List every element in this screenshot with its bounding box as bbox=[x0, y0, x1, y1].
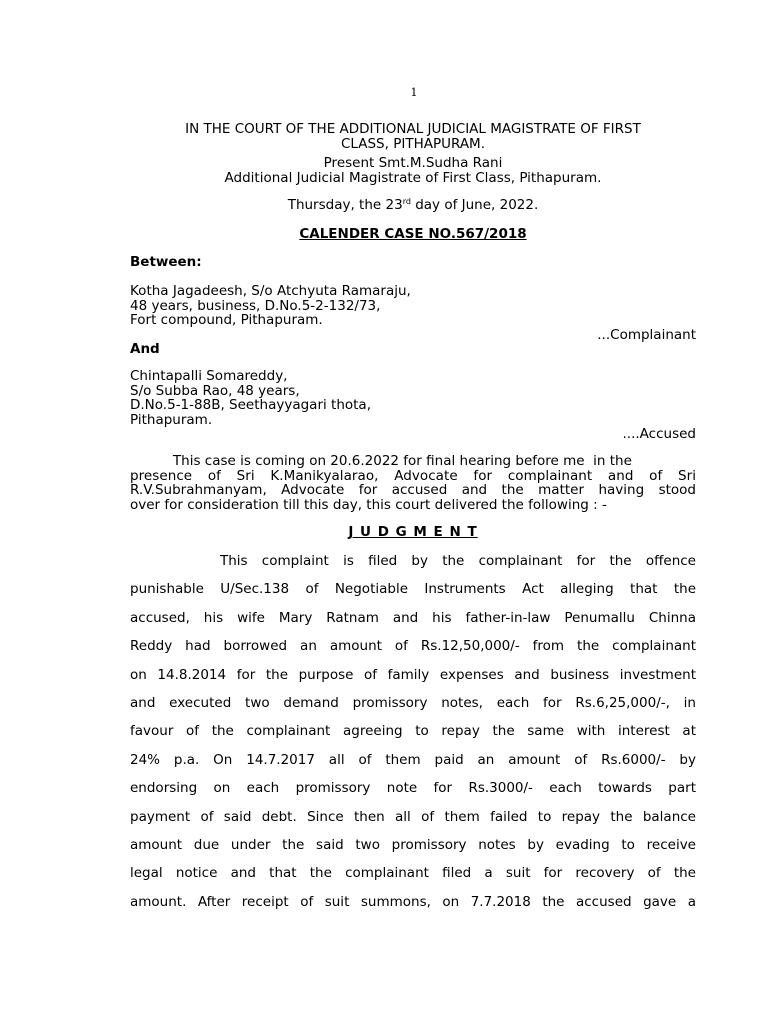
court-heading bbox=[130, 122, 696, 151]
hearing-line: R.V.Subrahmanyam, Advocate for accused and the matter having stood bbox=[130, 482, 696, 498]
case-title bbox=[130, 227, 696, 242]
complainant-role: ...Complainant bbox=[597, 326, 696, 343]
accused-line: Pithapuram. bbox=[130, 411, 213, 428]
court-line-1: IN THE COURT OF THE ADDITIONAL JUDICIAL MAGISTRATE OF FIRST bbox=[185, 121, 641, 137]
between-section bbox=[130, 255, 696, 270]
accused-role: ....Accused bbox=[622, 426, 696, 442]
court-line-2: CLASS, PITHAPURAM. bbox=[341, 135, 485, 152]
hearing-line: over for consideration till this day, this court delivered the following : - bbox=[130, 496, 607, 513]
judgment-line: endorsing on each promissory note for Rs.3000/- each towards part bbox=[130, 780, 696, 797]
judgment-line: punishable U/Sec.138 of Negotiable Instruments Act alleging that the bbox=[130, 581, 696, 598]
judgment-line: on 14.8.2014 for the purpose of family expenses and business investment bbox=[130, 666, 696, 683]
hearing-paragraph bbox=[130, 454, 696, 512]
judgment-line: and executed two demand promissory notes, each for Rs.6,25,000/-, in bbox=[130, 694, 696, 711]
date-prefix: Thursday, the 23 bbox=[287, 197, 403, 213]
page-number: 1 bbox=[410, 86, 418, 99]
judgment-line: amount. After receipt of suit summons, on 7.7.2018 the accused gave a bbox=[130, 893, 696, 910]
judgment-body bbox=[130, 547, 696, 916]
judgment-line: 24% p.a. On 14.7.2017 all of them paid an amount of Rs.6000/- by bbox=[130, 751, 696, 768]
judgment-line: Reddy had borrowed an amount of Rs.12,50,000/- from the complainant bbox=[130, 638, 696, 655]
complainant-block bbox=[130, 284, 696, 357]
accused-line: D.No.5-1-88B, Seethayyagari thota, bbox=[130, 397, 371, 413]
complainant-line: Kotha Jagadeesh, S/o Atchyuta Ramaraju, bbox=[130, 283, 411, 299]
hearing-line: This case is coming on 20.6.2022 for final hearing before me in the bbox=[130, 453, 632, 469]
judgment-heading: J U D G M E N T bbox=[348, 524, 478, 540]
date-ordinal: rd bbox=[402, 197, 411, 206]
judgment-date bbox=[130, 198, 696, 213]
date-suffix: day of June, 2022. bbox=[410, 197, 539, 213]
complainant-line: 48 years, business, D.No.5-2-132/73, bbox=[130, 297, 381, 314]
hearing-line: presence of Sri K.Manikyalarao, Advocate for complainant and of Sri bbox=[130, 467, 696, 484]
accused-block bbox=[130, 369, 696, 442]
judgment-line: favour of the complainant agreeing to repay the same with interest at bbox=[130, 723, 696, 740]
judgment-line: legal notice and that the complainant filed a suit for recovery of the bbox=[130, 865, 696, 882]
accused-line: Chintapalli Somareddy, bbox=[130, 368, 288, 384]
judgment-heading-wrap bbox=[130, 525, 696, 540]
between-label: Between: bbox=[130, 254, 202, 270]
case-number: CALENDER CASE NO.567/2018 bbox=[299, 226, 527, 242]
accused-line: S/o Subba Rao, 48 years, bbox=[130, 382, 300, 399]
present-line-1: Present Smt.M.Sudha Rani bbox=[323, 155, 503, 171]
and-label: And bbox=[130, 341, 160, 357]
complainant-line: Fort compound, Pithapuram. bbox=[130, 312, 323, 328]
judgment-line: amount due under the said two promissory notes by evading to receive bbox=[130, 836, 696, 853]
judgment-line: accused, his wife Mary Ratnam and his father-in-law Penumallu Chinna bbox=[130, 609, 696, 626]
presiding-officer bbox=[130, 156, 696, 185]
present-line-2: Additional Judicial Magistrate of First Class, Pithapuram. bbox=[224, 169, 602, 186]
judgment-line: This complaint is filed by the complainant for the offence bbox=[220, 553, 696, 569]
judgment-line: payment of said debt. Since then all of them failed to repay the balance bbox=[130, 808, 696, 825]
